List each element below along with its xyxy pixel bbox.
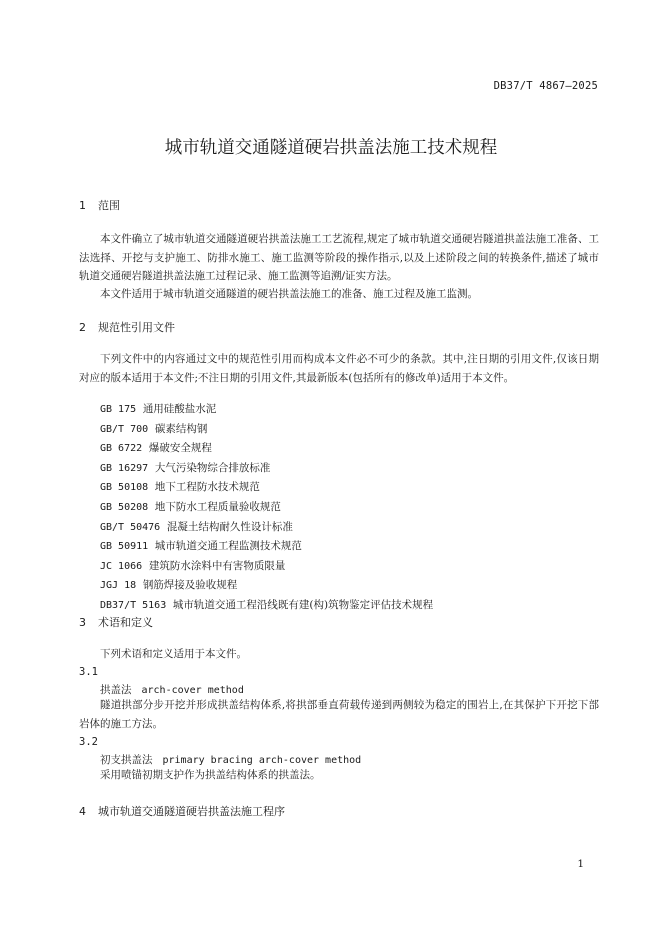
section-number: 2 [79, 321, 86, 334]
reference-title: 钢筋焊接及验收规程 [142, 579, 238, 592]
section-title: 术语和定义 [98, 616, 153, 629]
reference-code: GB 50911 [100, 541, 149, 553]
paragraph: 本文件适用于城市轨道交通隧道的硬岩拱盖法施工的准备、施工过程及施工监测。 [100, 288, 478, 300]
section-title: 规范性引用文件 [98, 321, 175, 334]
reference-title: 大气污染物综合排放标准 [154, 461, 271, 474]
reference-item [100, 498, 433, 518]
reference-item [100, 537, 433, 557]
reference-code: GB 50208 [100, 501, 149, 513]
reference-list [100, 400, 433, 616]
reference-code: GB/T 700 [100, 423, 149, 435]
reference-item [100, 420, 433, 440]
term-name [100, 682, 244, 697]
reference-item [100, 400, 433, 420]
section-heading-1 [79, 197, 120, 213]
term-name-zh: 拱盖法 [100, 684, 132, 696]
term-number: 3.2 [79, 736, 98, 748]
reference-code: JGJ 18 [100, 580, 137, 592]
reference-item [100, 459, 433, 479]
term-name-zh: 初支拱盖法 [100, 754, 153, 766]
document-title: 城市轨道交通隧道硬岩拱盖法施工技术规程 [164, 138, 498, 158]
term-name-en: arch-cover method [141, 685, 244, 696]
section-number: 1 [79, 199, 86, 212]
reference-title: 碳素结构钢 [154, 422, 208, 435]
section-title: 城市轨道交通隧道硬岩拱盖法施工程序 [98, 805, 285, 818]
reference-title: 建筑防水涂料中有害物质限量 [148, 559, 286, 572]
term-number: 3.1 [79, 666, 98, 678]
section-heading-3 [79, 614, 153, 630]
reference-item [100, 576, 433, 596]
reference-item [100, 557, 433, 577]
reference-code: JC 1066 [100, 560, 143, 572]
reference-title: 爆破安全规程 [148, 442, 212, 455]
reference-code: GB 175 [100, 404, 137, 415]
reference-title: 地下防水工程质量验收规范 [154, 500, 281, 513]
term-name [100, 752, 361, 767]
section-number: 4 [79, 805, 86, 818]
page-number: 1 [577, 858, 584, 870]
reference-code: GB/T 50476 [100, 521, 161, 533]
reference-title: 混凝土结构耐久性设计标准 [166, 520, 293, 533]
section-heading-2 [79, 319, 175, 335]
paragraph: 本文件确立了城市轨道交通隧道硬岩拱盖法施工工艺流程,规定了城市轨道交通硬岩隧道拱盖法施工准备、工法选择、开挖与支护施工、防排水施工、施工监测等阶段的操作指示,以及上述阶段之间的转换条件,描述了城市轨道交通硬岩隧道拱盖法施工过程记录、施工监测等追溯/证实方法。 [79, 233, 599, 282]
reference-code: GB 6722 [100, 443, 143, 455]
document-code: DB37/T 4867—2025 [493, 80, 598, 92]
reference-code: GB 50108 [100, 482, 149, 494]
reference-item [100, 596, 433, 616]
term-name-en: primary bracing arch-cover method [162, 755, 362, 766]
term-definition: 隧道拱部分步开挖并形成拱盖结构体系,将拱部垂直荷载传递到两侧较为稳定的围岩上,在其保护下开挖下部岩体的施工方法。 [79, 699, 599, 730]
reference-code: GB 16297 [100, 462, 149, 474]
reference-item [100, 439, 433, 459]
reference-item [100, 478, 433, 498]
paragraph: 下列文件中的内容通过文中的规范性引用而构成本文件必不可少的条款。其中,注日期的引用文件,仅该日期对应的版本适用于本文件;不注日期的引用文件,其最新版本(包括所有的修改单)适用于本文件。 [79, 353, 599, 384]
reference-title: 地下工程防水技术规范 [154, 481, 260, 494]
reference-title: 城市轨道交通工程监测技术规范 [154, 540, 302, 553]
paragraph: 下列术语和定义适用于本文件。 [100, 648, 247, 660]
section-number: 3 [79, 616, 86, 629]
section-heading-4 [79, 803, 285, 819]
reference-item [100, 518, 433, 538]
reference-title: 通用硅酸盐水泥 [142, 403, 217, 415]
section-title: 范围 [98, 199, 120, 212]
term-definition: 采用喷锚初期支护作为拱盖结构体系的拱盖法。 [100, 769, 321, 781]
reference-title: 城市轨道交通工程沿线既有建(构)筑物鉴定评估技术规程 [172, 598, 434, 611]
reference-code: DB37/T 5163 [100, 599, 167, 611]
